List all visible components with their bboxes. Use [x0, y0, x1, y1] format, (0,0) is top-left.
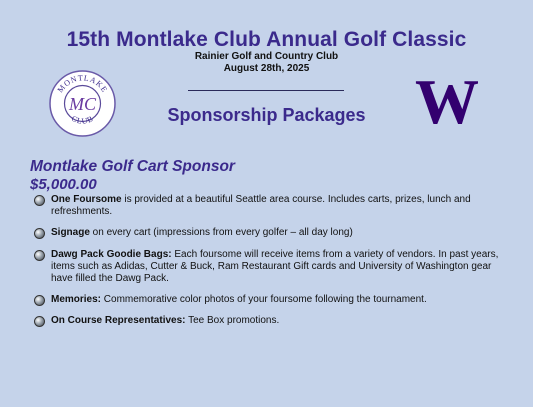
benefit-label: Dawg Pack Goodie Bags: — [51, 248, 172, 260]
list-item — [34, 249, 504, 286]
bullet-icon — [34, 316, 45, 327]
venue-name: Rainier Golf and Country Club — [194, 51, 339, 62]
list-item — [34, 194, 504, 218]
benefit-label: On Course Representatives: — [51, 315, 186, 327]
logo-monogram: MC — [69, 94, 96, 114]
svg-text:W: W — [415, 72, 479, 128]
benefit-text: is provided at a beautiful Seattle area course. Includes carts, prizes, lunch and refreshments. — [51, 194, 471, 218]
bullet-icon — [34, 195, 45, 206]
montlake-club-logo — [49, 70, 116, 137]
bullet-icon — [34, 295, 45, 306]
page-title: 15th Montlake Club Annual Golf Classic — [66, 28, 467, 51]
benefit-label: One Foursome — [51, 194, 122, 205]
list-item — [34, 315, 504, 327]
benefit-text: Commemorative color photos of your foursome following the tournament. — [101, 294, 427, 306]
divider — [188, 90, 344, 91]
benefits-list — [34, 194, 504, 337]
sponsor-package-name: Montlake Golf Cart Sponsor — [30, 158, 235, 175]
section-title: Sponsorship Packages — [167, 105, 366, 125]
benefit-text: Each foursome will receive items from a variety of vendors. In past years, items such as Adidas, Cutter & Buck, Ram Restaurant Gift cards and University of Washington gear have filled the Dawg Pack. — [51, 248, 499, 285]
list-item — [34, 227, 504, 239]
benefit-label: Memories: — [51, 294, 102, 306]
benefit-text: on every cart (impressions from every golfer – all day long) — [89, 227, 353, 239]
list-item — [34, 294, 504, 306]
bullet-icon — [34, 250, 45, 261]
event-date: August 28th, 2025 — [223, 63, 310, 74]
benefit-text: Tee Box promotions. — [185, 315, 280, 327]
bullet-icon — [34, 228, 45, 239]
logo-bottom-text: CLUB — [69, 113, 96, 126]
university-w-logo — [408, 72, 486, 128]
sponsor-package-price: $5,000.00 — [30, 176, 97, 193]
logo-top-text: MONTLAKE — [55, 73, 110, 95]
benefit-label: Signage — [51, 227, 90, 239]
